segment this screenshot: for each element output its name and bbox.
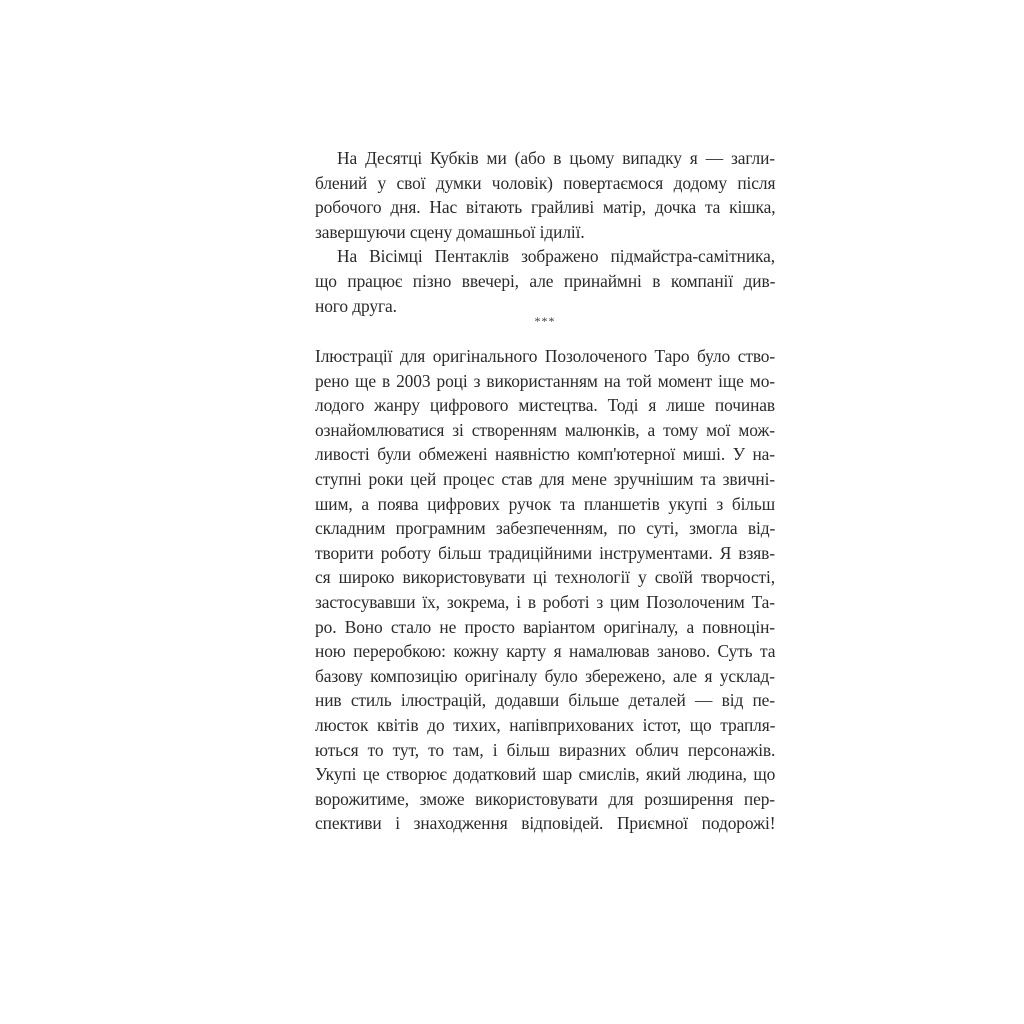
section-separator: ***: [534, 314, 556, 328]
body-line-18: Укупі це створює додатковий шар смислів, який людина, що: [315, 764, 776, 785]
top-text-block: [315, 146, 775, 318]
body-line-19: ворожитиме, зможе використовувати для розширення пер-: [315, 788, 775, 809]
body-line-17: ються то тут, то там, і більш виразних облич персонажів.: [315, 739, 776, 760]
body-line-13: ною переробкою: кожну карту я намалював заново. Суть та: [315, 641, 776, 662]
body-line-15: нив стиль ілюстрацій, додавши більше деталей — від пе-: [315, 690, 775, 711]
body-line-2: рено ще в 2003 році з використанням на той момент іще мо-: [315, 370, 775, 391]
body-line-4: ознайомлюватися зі створенням малюнків, а тому мої мож-: [315, 419, 775, 440]
paragraph2-line-3: ного друга.: [315, 295, 397, 316]
body-line-6: ступні роки цей процес став для мене зручнішим та звичні-: [315, 468, 775, 489]
bottom-text-block: [315, 344, 775, 836]
paragraph1-line-4: завершуючи сцену домашньої ідилії.: [315, 221, 585, 242]
body-line-5: ливості були обмежені наявністю комп'ютерної миші. У на-: [315, 444, 775, 465]
body-line-20: спективи і знаходження відповідей. Приємної подорожі!: [315, 813, 776, 834]
body-line-8: складним програмним забезпеченням, по суті, змогла від-: [315, 518, 776, 539]
body-line-14: базову композицію оригіналу було збережено, але я усклад-: [315, 665, 775, 686]
body-line-11: застосувавши їх, зокрема, і в роботі з цим Позолоченим Та-: [315, 591, 775, 612]
body-line-7: шим, а поява цифрових ручок та планшетів укупі з більш: [315, 493, 775, 514]
body-line-3: лодого жанру цифрового мистецтва. Тоді я лише починав: [315, 395, 776, 416]
body-line-1: Ілюстрації для оригінального Позолоченого Таро було ство-: [315, 346, 776, 366]
paragraph1-line-3: робочого дня. Нас вітають грайливі матір, дочка та кішка,: [315, 197, 776, 218]
body-line-10: ся широко використовувати ці технології у своїй творчості,: [315, 567, 775, 588]
paragraph1-line-2: блений у свої думки чоловік) повертаємося додому після: [315, 172, 776, 193]
body-line-9: творити роботу більш традиційними інструментами. Я взяв-: [315, 542, 775, 563]
body-line-12: ро. Воно стало не просто варіантом оригіналу, а повноцін-: [315, 616, 775, 637]
paragraph2-line-1: На Вісімці Пентаклів зображено підмайстра-самітника,: [337, 246, 775, 267]
paragraph2-line-2: що працює пізно ввечері, але принаймні в компанії див-: [315, 270, 776, 291]
body-line-16: люсток квітів до тихих, напівприхованих істот, що трапля-: [315, 714, 776, 735]
paragraph1-line-1: На Десятці Кубків ми (або в цьому випадку я — загли-: [337, 148, 775, 168]
